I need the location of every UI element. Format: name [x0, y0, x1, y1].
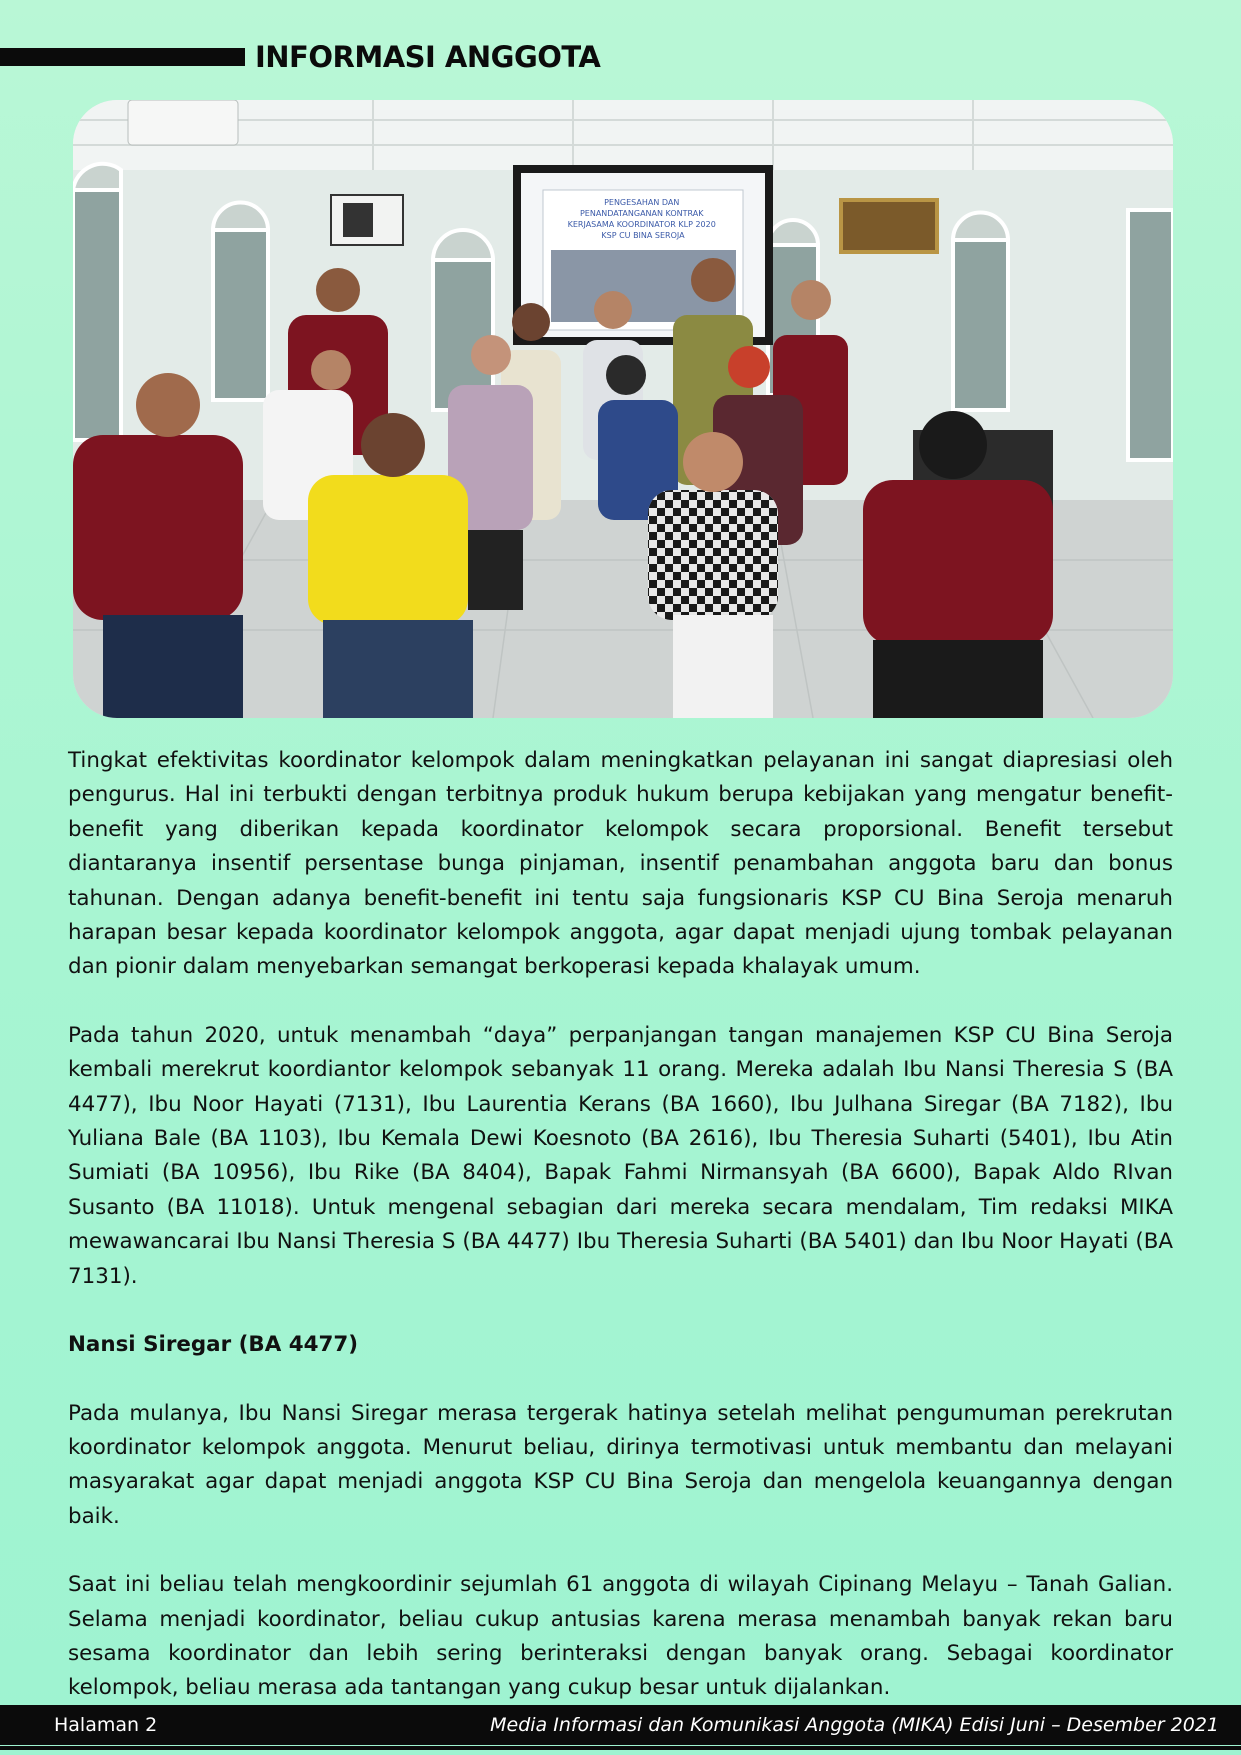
paragraph-4: Saat ini beliau telah mengkoordinir sejumlah 61 anggota di wilayah Cipinang Melayu – Tanah Galian. Selama menjadi koordinator, beliau cukup antusias karena merasa menambah banyak rekan baru sesama koordinator dan lebih sering berinteraksi dengan banyak orang. Sebagai koordinator kelompok, beliau merasa ada tantangan yang cukup besar untuk dijalankan. — [68, 1572, 1173, 1701]
article-body — [68, 744, 1173, 1740]
paragraph-1: Tingkat efektivitas koordinator kelompok dalam meningkatkan pelayanan ini sangat diapresiasi oleh pengurus. Hal ini terbukti dengan terbitnya produk hukum berupa kebijakan yang mengatur benefit-benefit yang diberikan kepada koordinator kelompok secara proporsional. Benefit tersebut diantaranya insentif persentase bunga pinjaman, insentif penambahan anggota baru dan bonus tahunan. Dengan adanya benefit-benefit ini tentu saja fungsionaris KSP CU Bina Seroja menaruh harapan besar kepada koordinator kelompok anggota, agar dapat menjadi ujung tombak pelayanan dan pionir dalam menyebarkan semangat berkoperasi kepada khalayak umum. — [68, 748, 1173, 980]
paragraph-2: Pada tahun 2020, untuk menambah “daya” perpanjangan tangan manajemen KSP CU Bina Seroja kembali merekrut koordiantor kelompok sebanyak 11 orang. Mereka adalah Ibu Nansi Theresia S (BA 4477), Ibu Noor Hayati (7131), Ibu Laurentia Kerans (BA 1660), Ibu Julhana Siregar (BA 7182), Ibu Yuliana Bale (BA 1103), Ibu Kemala Dewi Koesnoto (BA 2616), Ibu Theresia Suharti (5401), Ibu Atin Sumiati (BA 10956), Ibu Rike (BA 8404), Bapak Fahmi Nirmansyah (BA 6600), Bapak Aldo RIvan Susanto (BA 11018). Untuk mengenal sebagian dari mereka secara mendalam, Tim redaksi MIKA mewawancarai Ibu Nansi Theresia S (BA 4477) Ibu Theresia Suharti (BA 5401) dan Ibu Noor Hayati (BA 7131). — [68, 1022, 1173, 1289]
footer-rule — [0, 1746, 1241, 1750]
subheading: Nansi Siregar (BA 4477) — [68, 1332, 359, 1358]
page-footer — [0, 1705, 1241, 1745]
page-number: Halaman 2 — [54, 1714, 158, 1736]
screen-text: PENGESAHAN DAN PENANDATANGANAN KONTRAK KERJASAMA KOORDINATOR KLP 2020 KSP CU BINA SEROJA — [567, 198, 716, 240]
group-photo-illustration — [73, 100, 1173, 718]
group-photo — [73, 100, 1173, 718]
paragraph-3: Pada mulanya, Ibu Nansi Siregar merasa tergerak hatinya setelah melihat pengumuman perekrutan koordinator kelompok anggota. Menurut beliau, dirinya termotivasi untuk membantu dan melayani masyarakat agar dapat menjadi anggota KSP CU Bina Seroja dan mengelola keuangannya dengan baik. — [68, 1400, 1173, 1529]
section-title: INFORMASI ANGGOTA — [255, 40, 601, 74]
header-accent-bar — [0, 48, 245, 66]
publication-name: Media Informasi dan Komunikasi Anggota (MIKA) Edisi Juni – Desember 2021 — [490, 1714, 1219, 1736]
